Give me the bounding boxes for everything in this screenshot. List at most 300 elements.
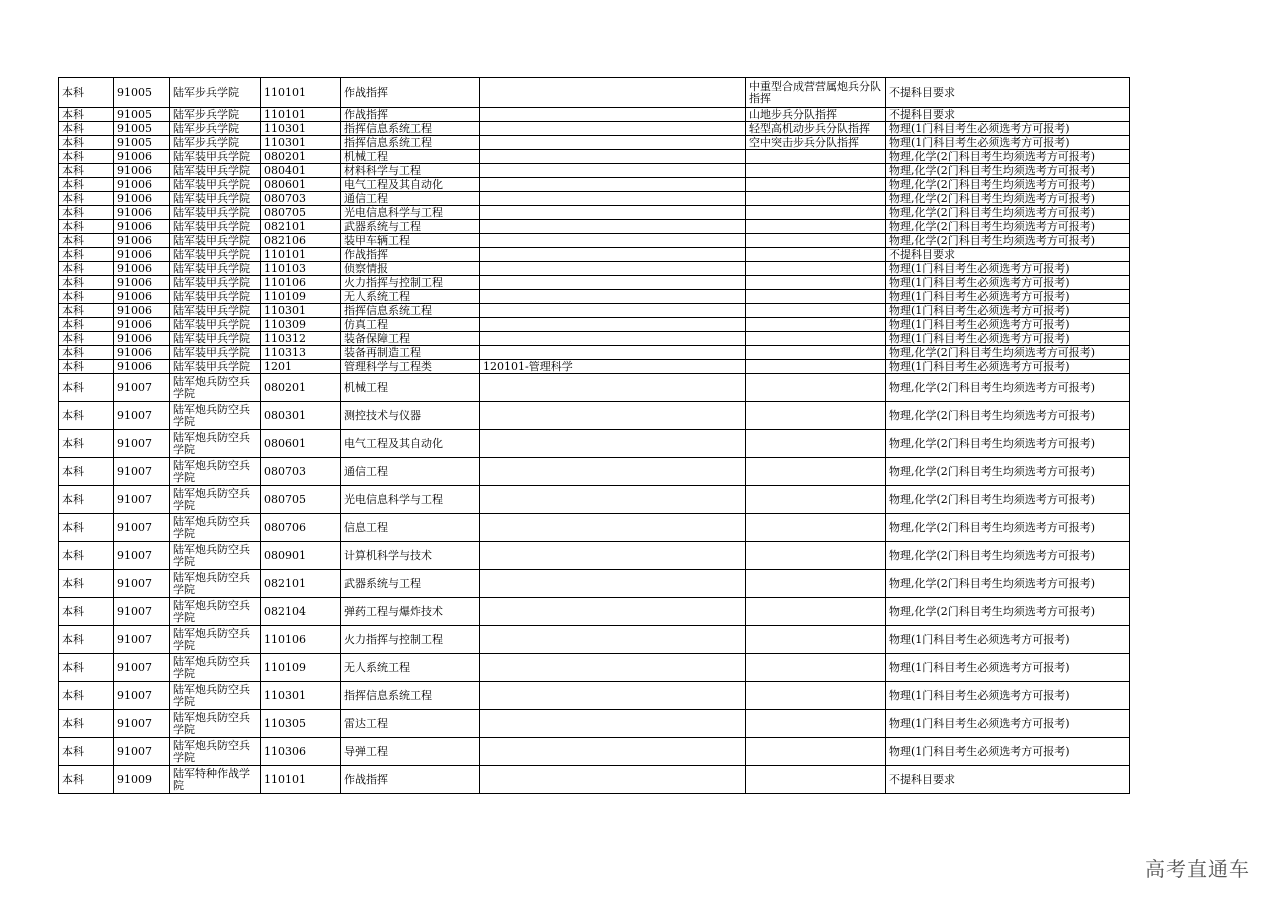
- direction-cell: [746, 486, 886, 514]
- major-code-cell: 110306: [261, 738, 341, 766]
- level-cell: 本科: [59, 514, 114, 542]
- table-row: [59, 514, 1130, 542]
- major-name-cell: 机械工程: [341, 150, 480, 164]
- table-row: [59, 164, 1130, 178]
- level-cell: 本科: [59, 234, 114, 248]
- table-row: [59, 318, 1130, 332]
- table-row: [59, 206, 1130, 220]
- level-cell: 本科: [59, 374, 114, 402]
- major-code-cell: 110312: [261, 332, 341, 346]
- table-row: [59, 360, 1130, 374]
- table-row: [59, 150, 1130, 164]
- level-cell: 本科: [59, 486, 114, 514]
- direction-cell: [746, 682, 886, 710]
- major-detail-cell: [480, 402, 746, 430]
- major-name-cell: 通信工程: [341, 192, 480, 206]
- school-name-cell: 陆军炮兵防空兵学院: [170, 598, 261, 626]
- school-code-cell: 91006: [114, 234, 170, 248]
- major-name-cell: 火力指挥与控制工程: [341, 276, 480, 290]
- level-cell: 本科: [59, 458, 114, 486]
- subject-requirement-cell: 物理,化学(2门科目考生均须选考方可报考): [886, 206, 1130, 220]
- direction-cell: [746, 304, 886, 318]
- subject-requirement-cell: 物理(1门科目考生必须选考方可报考): [886, 318, 1130, 332]
- school-code-cell: 91007: [114, 486, 170, 514]
- school-name-cell: 陆军装甲兵学院: [170, 192, 261, 206]
- major-detail-cell: [480, 346, 746, 360]
- school-code-cell: 91006: [114, 150, 170, 164]
- direction-cell: [746, 206, 886, 220]
- table-row: [59, 234, 1130, 248]
- school-name-cell: 陆军步兵学院: [170, 108, 261, 122]
- direction-cell: [746, 402, 886, 430]
- direction-cell: [746, 150, 886, 164]
- subject-requirement-cell: 物理(1门科目考生必须选考方可报考): [886, 682, 1130, 710]
- major-name-cell: 雷达工程: [341, 710, 480, 738]
- school-code-cell: 91006: [114, 360, 170, 374]
- school-name-cell: 陆军炮兵防空兵学院: [170, 430, 261, 458]
- school-code-cell: 91007: [114, 710, 170, 738]
- table-row: [59, 304, 1130, 318]
- major-name-cell: 弹药工程与爆炸技术: [341, 598, 480, 626]
- school-code-cell: 91006: [114, 248, 170, 262]
- direction-cell: [746, 374, 886, 402]
- major-name-cell: 火力指挥与控制工程: [341, 626, 480, 654]
- direction-cell: [746, 318, 886, 332]
- subject-requirement-cell: 物理(1门科目考生必须选考方可报考): [886, 332, 1130, 346]
- subject-requirement-cell: 物理,化学(2门科目考生均须选考方可报考): [886, 458, 1130, 486]
- major-name-cell: 作战指挥: [341, 108, 480, 122]
- major-detail-cell: [480, 710, 746, 738]
- school-name-cell: 陆军装甲兵学院: [170, 346, 261, 360]
- major-detail-cell: [480, 332, 746, 346]
- table-row: [59, 486, 1130, 514]
- school-name-cell: 陆军步兵学院: [170, 78, 261, 108]
- subject-requirement-cell: 物理,化学(2门科目考生均须选考方可报考): [886, 514, 1130, 542]
- major-name-cell: 指挥信息系统工程: [341, 122, 480, 136]
- major-code-cell: 110301: [261, 304, 341, 318]
- school-name-cell: 陆军装甲兵学院: [170, 360, 261, 374]
- direction-cell: [746, 346, 886, 360]
- direction-cell: [746, 164, 886, 178]
- major-code-cell: 080706: [261, 514, 341, 542]
- school-name-cell: 陆军炮兵防空兵学院: [170, 374, 261, 402]
- watermark-text: 高考直通车: [1145, 857, 1250, 881]
- major-code-cell: 082104: [261, 598, 341, 626]
- school-code-cell: 91006: [114, 332, 170, 346]
- subject-requirement-cell: 物理(1门科目考生必须选考方可报考): [886, 304, 1130, 318]
- school-code-cell: 91005: [114, 78, 170, 108]
- major-code-cell: 110309: [261, 318, 341, 332]
- direction-cell: [746, 542, 886, 570]
- major-name-cell: 指挥信息系统工程: [341, 304, 480, 318]
- major-name-cell: 电气工程及其自动化: [341, 178, 480, 192]
- table-row: [59, 710, 1130, 738]
- school-name-cell: 陆军炮兵防空兵学院: [170, 654, 261, 682]
- major-code-cell: 110101: [261, 248, 341, 262]
- major-name-cell: 测控技术与仪器: [341, 402, 480, 430]
- level-cell: 本科: [59, 626, 114, 654]
- school-name-cell: 陆军装甲兵学院: [170, 290, 261, 304]
- direction-cell: [746, 234, 886, 248]
- major-code-cell: 110103: [261, 262, 341, 276]
- subject-requirement-cell: 物理,化学(2门科目考生均须选考方可报考): [886, 430, 1130, 458]
- level-cell: 本科: [59, 346, 114, 360]
- major-name-cell: 材料科学与工程: [341, 164, 480, 178]
- school-code-cell: 91006: [114, 318, 170, 332]
- major-code-cell: 110305: [261, 710, 341, 738]
- major-code-cell: 110101: [261, 78, 341, 108]
- major-detail-cell: [480, 290, 746, 304]
- level-cell: 本科: [59, 570, 114, 598]
- subject-requirement-cell: 物理(1门科目考生必须选考方可报考): [886, 626, 1130, 654]
- level-cell: 本科: [59, 276, 114, 290]
- table-row: [59, 122, 1130, 136]
- major-code-cell: 1201: [261, 360, 341, 374]
- major-code-cell: 080301: [261, 402, 341, 430]
- school-code-cell: 91007: [114, 682, 170, 710]
- table-row: [59, 738, 1130, 766]
- level-cell: 本科: [59, 192, 114, 206]
- level-cell: 本科: [59, 136, 114, 150]
- major-name-cell: 作战指挥: [341, 766, 480, 794]
- table-row: [59, 290, 1130, 304]
- major-code-cell: 080703: [261, 458, 341, 486]
- major-detail-cell: [480, 542, 746, 570]
- direction-cell: 中重型合成营营属炮兵分队指挥: [746, 78, 886, 108]
- subject-requirement-cell: 物理,化学(2门科目考生均须选考方可报考): [886, 486, 1130, 514]
- major-name-cell: 计算机科学与技术: [341, 542, 480, 570]
- major-name-cell: 武器系统与工程: [341, 570, 480, 598]
- level-cell: 本科: [59, 318, 114, 332]
- major-code-cell: 110101: [261, 108, 341, 122]
- table-row: [59, 654, 1130, 682]
- level-cell: 本科: [59, 430, 114, 458]
- major-code-cell: 080601: [261, 430, 341, 458]
- school-code-cell: 91007: [114, 654, 170, 682]
- level-cell: 本科: [59, 738, 114, 766]
- level-cell: 本科: [59, 598, 114, 626]
- subject-requirement-cell: 物理,化学(2门科目考生均须选考方可报考): [886, 346, 1130, 360]
- subject-requirement-cell: 物理(1门科目考生必须选考方可报考): [886, 262, 1130, 276]
- level-cell: 本科: [59, 766, 114, 794]
- major-name-cell: 导弹工程: [341, 738, 480, 766]
- major-code-cell: 110109: [261, 654, 341, 682]
- school-code-cell: 91006: [114, 262, 170, 276]
- school-code-cell: 91007: [114, 402, 170, 430]
- school-name-cell: 陆军特种作战学院: [170, 766, 261, 794]
- admission-table: [58, 77, 1130, 794]
- direction-cell: [746, 332, 886, 346]
- level-cell: 本科: [59, 78, 114, 108]
- school-code-cell: 91006: [114, 290, 170, 304]
- table-row: [59, 108, 1130, 122]
- school-name-cell: 陆军装甲兵学院: [170, 164, 261, 178]
- school-name-cell: 陆军炮兵防空兵学院: [170, 682, 261, 710]
- subject-requirement-cell: 物理,化学(2门科目考生均须选考方可报考): [886, 598, 1130, 626]
- school-name-cell: 陆军炮兵防空兵学院: [170, 626, 261, 654]
- level-cell: 本科: [59, 248, 114, 262]
- school-code-cell: 91006: [114, 346, 170, 360]
- direction-cell: [746, 766, 886, 794]
- subject-requirement-cell: 不提科目要求: [886, 766, 1130, 794]
- major-detail-cell: [480, 108, 746, 122]
- subject-requirement-cell: 物理,化学(2门科目考生均须选考方可报考): [886, 192, 1130, 206]
- major-code-cell: 080601: [261, 178, 341, 192]
- major-detail-cell: [480, 220, 746, 234]
- school-code-cell: 91007: [114, 598, 170, 626]
- major-detail-cell: [480, 374, 746, 402]
- school-name-cell: 陆军装甲兵学院: [170, 220, 261, 234]
- direction-cell: [746, 570, 886, 598]
- major-detail-cell: 120101-管理科学: [480, 360, 746, 374]
- major-code-cell: 080901: [261, 542, 341, 570]
- major-name-cell: 仿真工程: [341, 318, 480, 332]
- direction-cell: [746, 626, 886, 654]
- school-code-cell: 91006: [114, 220, 170, 234]
- major-name-cell: 电气工程及其自动化: [341, 430, 480, 458]
- major-code-cell: 082106: [261, 234, 341, 248]
- major-detail-cell: [480, 766, 746, 794]
- table-row: [59, 458, 1130, 486]
- direction-cell: [746, 192, 886, 206]
- major-name-cell: 光电信息科学与工程: [341, 206, 480, 220]
- school-name-cell: 陆军装甲兵学院: [170, 248, 261, 262]
- direction-cell: 空中突击步兵分队指挥: [746, 136, 886, 150]
- direction-cell: [746, 458, 886, 486]
- table-row: [59, 682, 1130, 710]
- subject-requirement-cell: 物理(1门科目考生必须选考方可报考): [886, 360, 1130, 374]
- school-name-cell: 陆军步兵学院: [170, 122, 261, 136]
- school-code-cell: 91006: [114, 304, 170, 318]
- major-detail-cell: [480, 570, 746, 598]
- major-name-cell: 无人系统工程: [341, 654, 480, 682]
- major-detail-cell: [480, 486, 746, 514]
- school-code-cell: 91006: [114, 206, 170, 220]
- direction-cell: [746, 654, 886, 682]
- direction-cell: [746, 360, 886, 374]
- table-row: [59, 346, 1130, 360]
- table-row: [59, 192, 1130, 206]
- school-code-cell: 91007: [114, 542, 170, 570]
- major-detail-cell: [480, 136, 746, 150]
- level-cell: 本科: [59, 682, 114, 710]
- school-code-cell: 91006: [114, 192, 170, 206]
- major-detail-cell: [480, 458, 746, 486]
- major-detail-cell: [480, 430, 746, 458]
- table-row: [59, 402, 1130, 430]
- level-cell: 本科: [59, 178, 114, 192]
- major-name-cell: 无人系统工程: [341, 290, 480, 304]
- major-name-cell: 指挥信息系统工程: [341, 136, 480, 150]
- major-detail-cell: [480, 598, 746, 626]
- direction-cell: [746, 430, 886, 458]
- table-row: [59, 178, 1130, 192]
- direction-cell: [746, 248, 886, 262]
- school-name-cell: 陆军步兵学院: [170, 136, 261, 150]
- school-code-cell: 91006: [114, 164, 170, 178]
- major-code-cell: 082101: [261, 220, 341, 234]
- school-code-cell: 91007: [114, 458, 170, 486]
- subject-requirement-cell: 物理(1门科目考生必须选考方可报考): [886, 654, 1130, 682]
- subject-requirement-cell: 物理,化学(2门科目考生均须选考方可报考): [886, 220, 1130, 234]
- table-row: [59, 766, 1130, 794]
- major-name-cell: 作战指挥: [341, 248, 480, 262]
- school-name-cell: 陆军装甲兵学院: [170, 332, 261, 346]
- school-code-cell: 91006: [114, 178, 170, 192]
- direction-cell: [746, 276, 886, 290]
- school-code-cell: 91007: [114, 514, 170, 542]
- major-name-cell: 通信工程: [341, 458, 480, 486]
- school-code-cell: 91007: [114, 430, 170, 458]
- school-code-cell: 91007: [114, 626, 170, 654]
- subject-requirement-cell: 物理,化学(2门科目考生均须选考方可报考): [886, 150, 1130, 164]
- subject-requirement-cell: 物理(1门科目考生必须选考方可报考): [886, 290, 1130, 304]
- school-name-cell: 陆军炮兵防空兵学院: [170, 402, 261, 430]
- table-row: [59, 570, 1130, 598]
- major-name-cell: 机械工程: [341, 374, 480, 402]
- school-name-cell: 陆军炮兵防空兵学院: [170, 542, 261, 570]
- subject-requirement-cell: 不提科目要求: [886, 108, 1130, 122]
- school-name-cell: 陆军装甲兵学院: [170, 304, 261, 318]
- school-code-cell: 91009: [114, 766, 170, 794]
- direction-cell: [746, 178, 886, 192]
- school-name-cell: 陆军炮兵防空兵学院: [170, 514, 261, 542]
- major-code-cell: 080401: [261, 164, 341, 178]
- major-detail-cell: [480, 122, 746, 136]
- major-name-cell: 装备再制造工程: [341, 346, 480, 360]
- major-name-cell: 信息工程: [341, 514, 480, 542]
- subject-requirement-cell: 物理(1门科目考生必须选考方可报考): [886, 738, 1130, 766]
- direction-cell: 山地步兵分队指挥: [746, 108, 886, 122]
- major-detail-cell: [480, 682, 746, 710]
- major-name-cell: 侦察情报: [341, 262, 480, 276]
- major-code-cell: 110109: [261, 290, 341, 304]
- direction-cell: [746, 262, 886, 276]
- subject-requirement-cell: 物理,化学(2门科目考生均须选考方可报考): [886, 570, 1130, 598]
- table-row: [59, 136, 1130, 150]
- subject-requirement-cell: 物理,化学(2门科目考生均须选考方可报考): [886, 234, 1130, 248]
- subject-requirement-cell: 物理(1门科目考生必须选考方可报考): [886, 122, 1130, 136]
- major-name-cell: 装甲车辆工程: [341, 234, 480, 248]
- level-cell: 本科: [59, 304, 114, 318]
- direction-cell: [746, 710, 886, 738]
- major-detail-cell: [480, 192, 746, 206]
- major-code-cell: 110106: [261, 626, 341, 654]
- table-row: [59, 220, 1130, 234]
- school-code-cell: 91005: [114, 122, 170, 136]
- major-name-cell: 装备保障工程: [341, 332, 480, 346]
- level-cell: 本科: [59, 654, 114, 682]
- major-detail-cell: [480, 318, 746, 332]
- major-detail-cell: [480, 276, 746, 290]
- table-row: [59, 262, 1130, 276]
- major-code-cell: 110301: [261, 682, 341, 710]
- table-row: [59, 78, 1130, 108]
- major-code-cell: 082101: [261, 570, 341, 598]
- major-detail-cell: [480, 514, 746, 542]
- level-cell: 本科: [59, 108, 114, 122]
- major-name-cell: 作战指挥: [341, 78, 480, 108]
- table-row: [59, 542, 1130, 570]
- subject-requirement-cell: 物理,化学(2门科目考生均须选考方可报考): [886, 402, 1130, 430]
- level-cell: 本科: [59, 220, 114, 234]
- school-name-cell: 陆军装甲兵学院: [170, 276, 261, 290]
- direction-cell: 轻型高机动步兵分队指挥: [746, 122, 886, 136]
- school-code-cell: 91007: [114, 570, 170, 598]
- table-row: [59, 332, 1130, 346]
- major-detail-cell: [480, 304, 746, 318]
- major-code-cell: 110313: [261, 346, 341, 360]
- subject-requirement-cell: 物理,化学(2门科目考生均须选考方可报考): [886, 374, 1130, 402]
- major-code-cell: 080703: [261, 192, 341, 206]
- level-cell: 本科: [59, 402, 114, 430]
- level-cell: 本科: [59, 262, 114, 276]
- major-code-cell: 080201: [261, 374, 341, 402]
- major-detail-cell: [480, 206, 746, 220]
- table-row: [59, 430, 1130, 458]
- table-row: [59, 598, 1130, 626]
- major-code-cell: 080705: [261, 206, 341, 220]
- major-name-cell: 光电信息科学与工程: [341, 486, 480, 514]
- school-name-cell: 陆军装甲兵学院: [170, 318, 261, 332]
- school-name-cell: 陆军装甲兵学院: [170, 262, 261, 276]
- level-cell: 本科: [59, 206, 114, 220]
- level-cell: 本科: [59, 360, 114, 374]
- school-name-cell: 陆军炮兵防空兵学院: [170, 570, 261, 598]
- school-name-cell: 陆军炮兵防空兵学院: [170, 710, 261, 738]
- school-code-cell: 91005: [114, 136, 170, 150]
- major-detail-cell: [480, 164, 746, 178]
- direction-cell: [746, 220, 886, 234]
- major-detail-cell: [480, 738, 746, 766]
- direction-cell: [746, 290, 886, 304]
- direction-cell: [746, 598, 886, 626]
- school-code-cell: 91005: [114, 108, 170, 122]
- major-code-cell: 110301: [261, 136, 341, 150]
- subject-requirement-cell: 不提科目要求: [886, 248, 1130, 262]
- direction-cell: [746, 514, 886, 542]
- subject-requirement-cell: 物理,化学(2门科目考生均须选考方可报考): [886, 542, 1130, 570]
- major-name-cell: 管理科学与工程类: [341, 360, 480, 374]
- subject-requirement-cell: 物理(1门科目考生必须选考方可报考): [886, 710, 1130, 738]
- school-name-cell: 陆军炮兵防空兵学院: [170, 738, 261, 766]
- school-name-cell: 陆军炮兵防空兵学院: [170, 486, 261, 514]
- table-row: [59, 374, 1130, 402]
- major-code-cell: 080201: [261, 150, 341, 164]
- major-detail-cell: [480, 78, 746, 108]
- school-name-cell: 陆军装甲兵学院: [170, 234, 261, 248]
- table-row: [59, 248, 1130, 262]
- school-code-cell: 91007: [114, 738, 170, 766]
- major-detail-cell: [480, 654, 746, 682]
- major-name-cell: 指挥信息系统工程: [341, 682, 480, 710]
- level-cell: 本科: [59, 150, 114, 164]
- major-code-cell: 110301: [261, 122, 341, 136]
- subject-requirement-cell: 物理(1门科目考生必须选考方可报考): [886, 276, 1130, 290]
- subject-requirement-cell: 物理,化学(2门科目考生均须选考方可报考): [886, 164, 1130, 178]
- school-code-cell: 91007: [114, 374, 170, 402]
- subject-requirement-cell: 不提科目要求: [886, 78, 1130, 108]
- level-cell: 本科: [59, 290, 114, 304]
- major-code-cell: 110101: [261, 766, 341, 794]
- major-detail-cell: [480, 626, 746, 654]
- table-row: [59, 626, 1130, 654]
- level-cell: 本科: [59, 122, 114, 136]
- school-name-cell: 陆军装甲兵学院: [170, 206, 261, 220]
- subject-requirement-cell: 物理,化学(2门科目考生均须选考方可报考): [886, 178, 1130, 192]
- major-detail-cell: [480, 234, 746, 248]
- school-name-cell: 陆军装甲兵学院: [170, 150, 261, 164]
